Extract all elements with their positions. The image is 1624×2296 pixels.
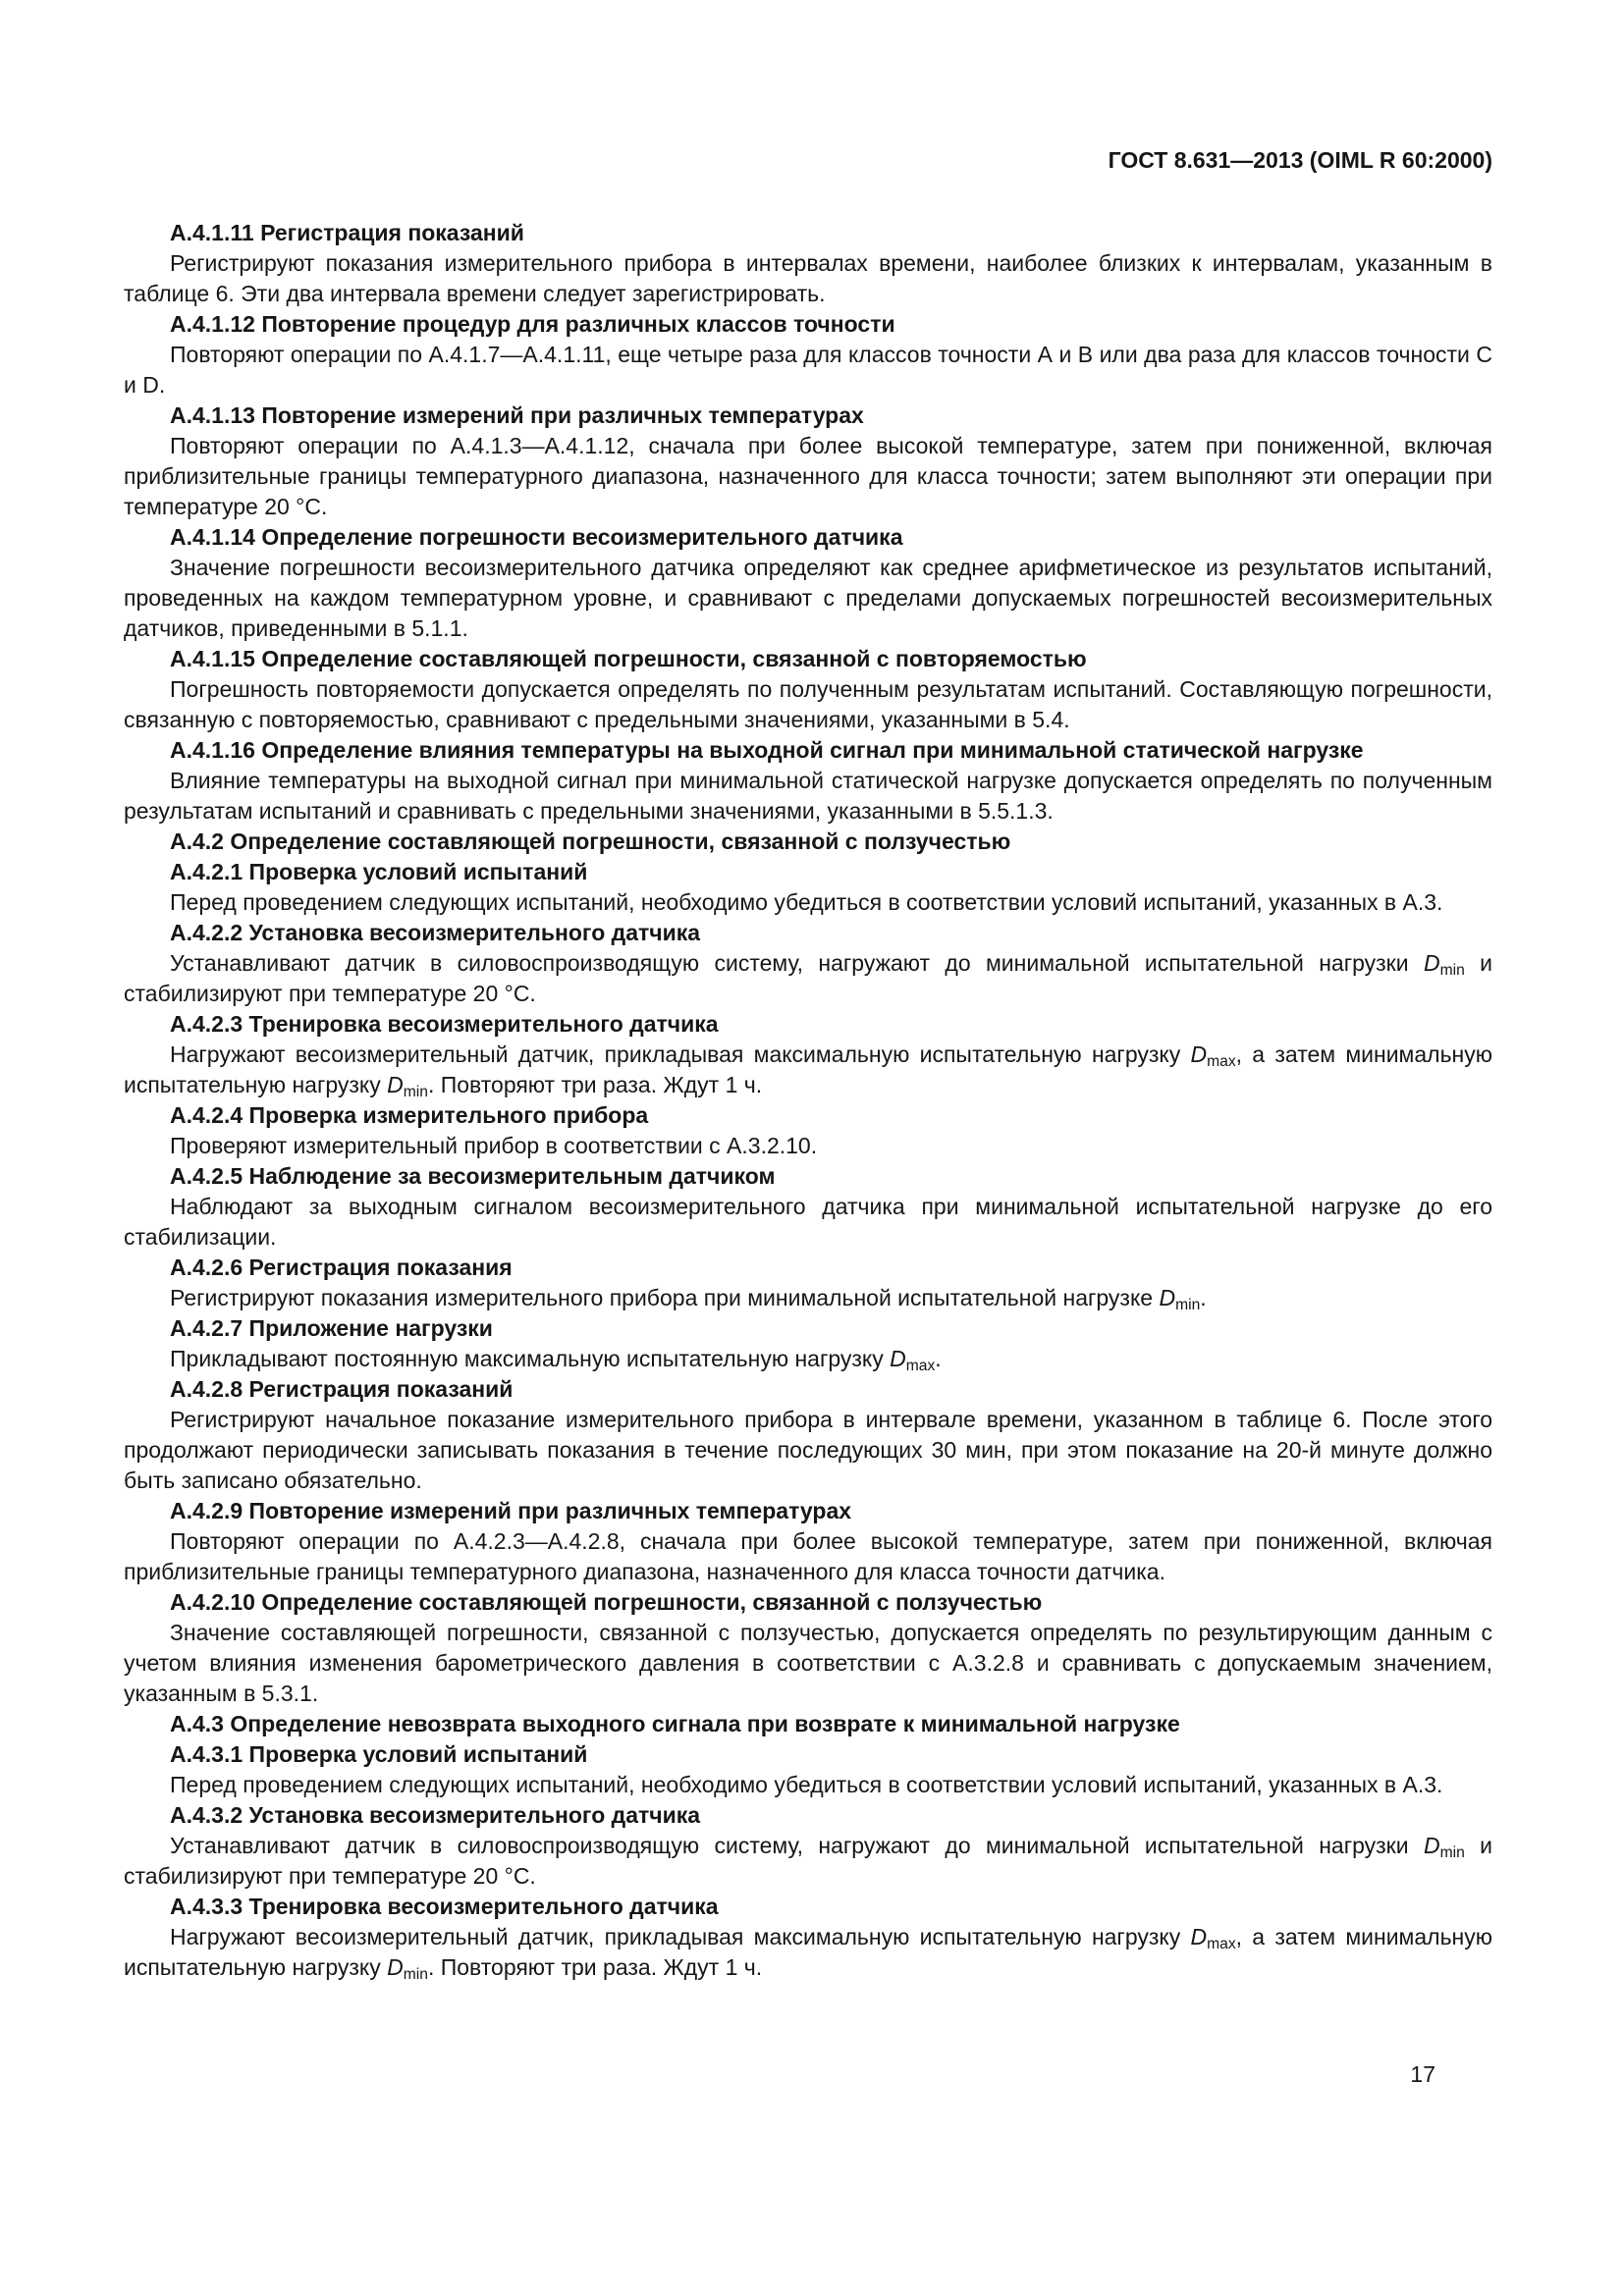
section-heading: А.4.1.14 Определение погрешности весоизмерительного датчика <box>170 524 903 550</box>
section-heading: А.4.2.8 Регистрация показаний <box>170 1376 514 1402</box>
page-footer <box>124 2059 1435 2090</box>
section-heading: А.4.2.3 Тренировка весоизмерительного датчика <box>170 1011 719 1037</box>
section-heading: А.4.3.3 Тренировка весоизмерительного датчика <box>170 1894 719 1919</box>
section-heading: А.4.2.9 Повторение измерений при различных температурах <box>170 1498 852 1523</box>
paragraph: Влияние температуры на выходной сигнал при минимальной статической нагрузке допускается определять по полученным результатам испытаний и сравнивать с предельными значениями, указанными в 5.5.1.3. <box>124 768 1492 824</box>
section-heading: А.4.1.15 Определение составляющей погрешности, связанной с повторяемостью <box>170 646 1087 671</box>
section-heading: А.4.2.7 Приложение нагрузки <box>170 1315 493 1341</box>
paragraph: Наблюдают за выходным сигналом весоизмерительного датчика при минимальной испытательной нагрузке до его стабилизации. <box>124 1194 1492 1250</box>
section-heading: А.4.2.6 Регистрация показания <box>170 1255 513 1280</box>
paragraph: Регистрируют показания измерительного прибора в интервалах времени, наиболее близких к интервалам, указанным в таблице 6. Эти два интервала времени следует зарегистрировать. <box>124 250 1492 306</box>
section-heading: А.4.2.1 Проверка условий испытаний <box>170 859 588 884</box>
document-body <box>124 218 1492 1983</box>
paragraph: Нагружают весоизмерительный датчик, прикладывая максимальную испытательную нагрузку $D_{max}$, а затем минимальную испытательную нагрузку $D_{min}$. Повторяют три раза. Ждут 1 ч. <box>124 1924 1493 1983</box>
paragraph: Значение погрешности весоизмерительного датчика определяют как среднее арифметическое из результатов испытаний, проведенных на каждом температурном уровне, и сравнивают с пределами допускаемых погрешностей весоизмерительных датчиков, приведенными в 5.1.1. <box>124 555 1492 641</box>
paragraph: Погрешность повторяемости допускается определять по полученным результатам испытаний. Составляющую погрешности, связанную с повторяемостью, сравнивают с предельными значениями, указанными в 5.4. <box>124 676 1492 732</box>
paragraph: Устанавливают датчик в силовоспроизводящую систему, нагружают до минимальной испытательной нагрузки $D_{min}$ и стабилизируют при температуре 20 °С. <box>124 950 1492 1006</box>
section-heading: А.4.2.2 Установка весоизмерительного датчика <box>170 920 701 945</box>
page-number: 17 <box>1410 2061 1435 2087</box>
paragraph: Перед проведением следующих испытаний, необходимо убедиться в соответствии условий испытаний, указанных в А.3. <box>170 889 1443 915</box>
section-heading: А.4.2.10 Определение составляющей погрешности, связанной с ползучестью <box>170 1589 1043 1615</box>
paragraph: Регистрируют показания измерительного прибора при минимальной испытательной нагрузке $D_{min}$. <box>170 1285 1207 1313</box>
section-heading: А.4.3.2 Установка весоизмерительного датчика <box>170 1802 701 1828</box>
paragraph: Значение составляющей погрешности, связанной с ползучестью, допускается определять по результирующим данным с учетом влияния изменения барометрического давления в соответствии с А.3.2.8 и сравнивать с допускаемым значением, указанным в 5.3.1. <box>124 1620 1492 1706</box>
page-header <box>124 145 1492 176</box>
paragraph: Перед проведением следующих испытаний, необходимо убедиться в соответствии условий испытаний, указанных в А.3. <box>170 1772 1443 1797</box>
section-heading: А.4.3 Определение невозврата выходного сигнала при возврате к минимальной нагрузке <box>170 1711 1180 1736</box>
section-heading: А.4.2.4 Проверка измерительного прибора <box>170 1102 649 1128</box>
section-heading: А.4.1.11 Регистрация показаний <box>170 220 524 245</box>
paragraph: Устанавливают датчик в силовоспроизводящую систему, нагружают до минимальной испытательной нагрузки $D_{min}$ и стабилизируют при температуре 20 °С. <box>124 1833 1492 1889</box>
section-heading: А.4.1.13 Повторение измерений при различных температурах <box>170 402 864 428</box>
paragraph: Повторяют операции по А.4.1.7—А.4.1.11, еще четыре раза для классов точности А и В или два раза для классов точности С и D. <box>124 342 1492 398</box>
paragraph: Регистрируют начальное показание измерительного прибора в интервале времени, указанном в таблице 6. После этого продолжают периодически записывать показания в течение последующих 30 мин, при этом показание на 20-й минуте должно быть записано обязательно. <box>124 1407 1492 1493</box>
section-heading: А.4.1.16 Определение влияния температуры на выходной сигнал при минимальной статической нагрузке <box>170 737 1364 763</box>
section-heading: А.4.1.12 Повторение процедур для различных классов точности <box>170 311 895 337</box>
document-title: ГОСТ 8.631—2013 (OIML R 60:2000) <box>1108 147 1492 173</box>
section-heading: А.4.3.1 Проверка условий испытаний <box>170 1741 588 1767</box>
paragraph: Повторяют операции по А.4.2.3—А.4.2.8, сначала при более высокой температуре, затем при пониженной, включая приблизительные границы температурного диапазона, назначенного для класса точности датчика. <box>124 1528 1492 1584</box>
paragraph: Прикладывают постоянную максимальную испытательную нагрузку $D_{max}$. <box>170 1346 942 1374</box>
paragraph: Проверяют измерительный прибор в соответствии с А.3.2.10. <box>170 1133 818 1158</box>
paragraph: Повторяют операции по А.4.1.3—А.4.1.12, сначала при более высокой температуре, затем при пониженной, включая приблизительные границы температурного диапазона, назначенного для класса точности; затем выполняют эти операции при температуре 20 °С. <box>124 433 1492 519</box>
section-heading: А.4.2 Определение составляющей погрешности, связанной с ползучестью <box>170 828 1011 854</box>
section-heading: А.4.2.5 Наблюдение за весоизмерительным датчиком <box>170 1163 776 1189</box>
paragraph: Нагружают весоизмерительный датчик, прикладывая максимальную испытательную нагрузку $D_{max}$, а затем минимальную испытательную нагрузку $D_{min}$. Повторяют три раза. Ждут 1 ч. <box>124 1041 1493 1100</box>
